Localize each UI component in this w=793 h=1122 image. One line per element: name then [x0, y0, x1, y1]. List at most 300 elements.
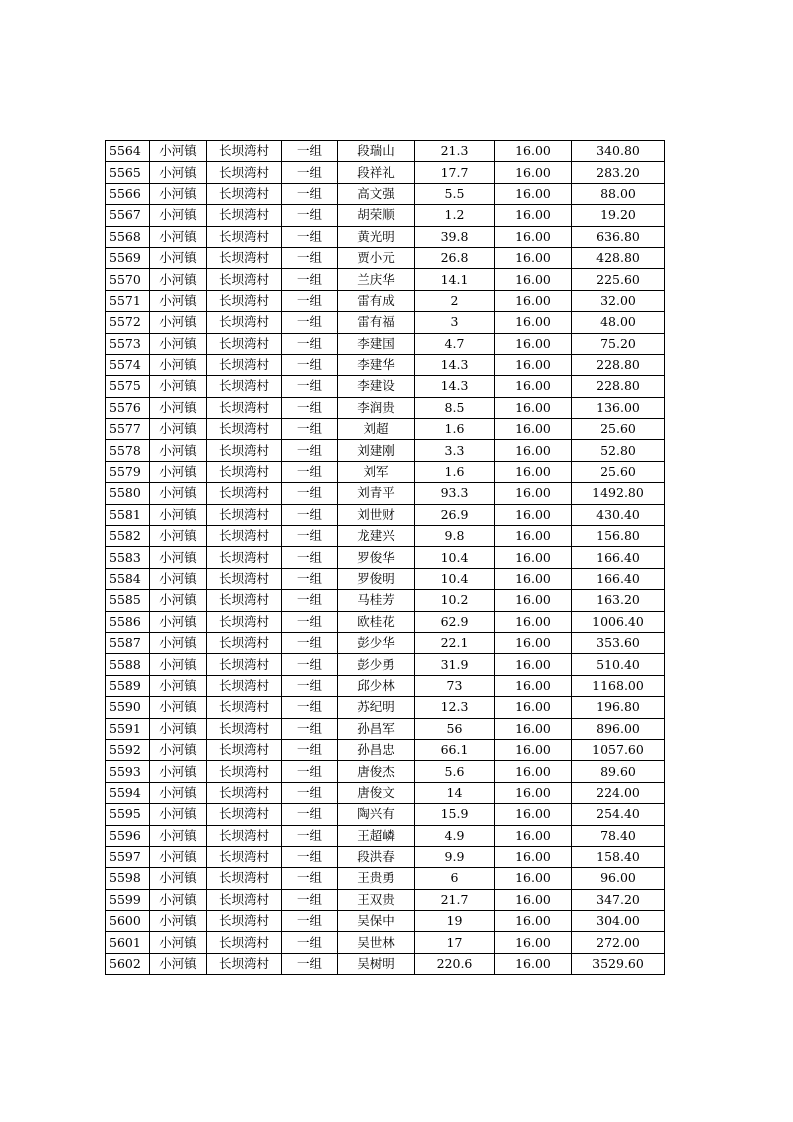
amount-cell: 25.60 — [572, 419, 665, 440]
town-cell: 小河镇 — [150, 141, 207, 162]
town-cell: 小河镇 — [150, 568, 207, 589]
row-number: 5580 — [106, 483, 150, 504]
village-cell: 长坝湾村 — [207, 397, 282, 418]
group-cell: 一组 — [282, 675, 338, 696]
row-number: 5571 — [106, 290, 150, 311]
amount-cell: 430.40 — [572, 504, 665, 525]
price-cell: 16.00 — [495, 312, 572, 333]
name-cell: 高文强 — [338, 183, 415, 204]
amount-cell: 75.20 — [572, 333, 665, 354]
price-cell: 16.00 — [495, 846, 572, 867]
amount-cell: 3529.60 — [572, 953, 665, 974]
price-cell: 16.00 — [495, 247, 572, 268]
town-cell: 小河镇 — [150, 932, 207, 953]
village-cell: 长坝湾村 — [207, 419, 282, 440]
group-cell: 一组 — [282, 183, 338, 204]
area-cell: 17.7 — [415, 162, 495, 183]
area-cell: 6 — [415, 868, 495, 889]
amount-cell: 340.80 — [572, 141, 665, 162]
price-cell: 16.00 — [495, 333, 572, 354]
table-row — [106, 226, 665, 247]
row-number: 5592 — [106, 739, 150, 760]
amount-cell: 228.80 — [572, 354, 665, 375]
village-cell: 长坝湾村 — [207, 547, 282, 568]
area-cell: 10.4 — [415, 568, 495, 589]
town-cell: 小河镇 — [150, 718, 207, 739]
row-number: 5579 — [106, 461, 150, 482]
name-cell: 罗俊明 — [338, 568, 415, 589]
amount-cell: 48.00 — [572, 312, 665, 333]
area-cell: 3 — [415, 312, 495, 333]
price-cell: 16.00 — [495, 419, 572, 440]
village-cell: 长坝湾村 — [207, 675, 282, 696]
town-cell: 小河镇 — [150, 761, 207, 782]
town-cell: 小河镇 — [150, 354, 207, 375]
row-number: 5597 — [106, 846, 150, 867]
group-cell: 一组 — [282, 868, 338, 889]
group-cell: 一组 — [282, 226, 338, 247]
table-row — [106, 376, 665, 397]
village-cell: 长坝湾村 — [207, 611, 282, 632]
price-cell: 16.00 — [495, 376, 572, 397]
village-cell: 长坝湾村 — [207, 825, 282, 846]
village-cell: 长坝湾村 — [207, 568, 282, 589]
table-row — [106, 247, 665, 268]
price-cell: 16.00 — [495, 590, 572, 611]
row-number: 5575 — [106, 376, 150, 397]
table-row — [106, 911, 665, 932]
area-cell: 10.4 — [415, 547, 495, 568]
area-cell: 22.1 — [415, 632, 495, 653]
area-cell: 26.8 — [415, 247, 495, 268]
village-cell: 长坝湾村 — [207, 247, 282, 268]
price-cell: 16.00 — [495, 804, 572, 825]
group-cell: 一组 — [282, 247, 338, 268]
price-cell: 16.00 — [495, 440, 572, 461]
amount-cell: 78.40 — [572, 825, 665, 846]
village-cell: 长坝湾村 — [207, 697, 282, 718]
village-cell: 长坝湾村 — [207, 889, 282, 910]
row-number: 5582 — [106, 526, 150, 547]
area-cell: 93.3 — [415, 483, 495, 504]
town-cell: 小河镇 — [150, 654, 207, 675]
group-cell: 一组 — [282, 932, 338, 953]
group-cell: 一组 — [282, 504, 338, 525]
table-row — [106, 868, 665, 889]
amount-cell: 224.00 — [572, 782, 665, 803]
price-cell: 16.00 — [495, 504, 572, 525]
row-number: 5586 — [106, 611, 150, 632]
area-cell: 4.7 — [415, 333, 495, 354]
town-cell: 小河镇 — [150, 483, 207, 504]
price-cell: 16.00 — [495, 547, 572, 568]
name-cell: 李建设 — [338, 376, 415, 397]
name-cell: 王超嶙 — [338, 825, 415, 846]
name-cell: 吴树明 — [338, 953, 415, 974]
amount-cell: 1057.60 — [572, 739, 665, 760]
amount-cell: 136.00 — [572, 397, 665, 418]
group-cell: 一组 — [282, 846, 338, 867]
group-cell: 一组 — [282, 782, 338, 803]
price-cell: 16.00 — [495, 205, 572, 226]
row-number: 5585 — [106, 590, 150, 611]
name-cell: 贾小元 — [338, 247, 415, 268]
town-cell: 小河镇 — [150, 632, 207, 653]
group-cell: 一组 — [282, 483, 338, 504]
table-row — [106, 419, 665, 440]
price-cell: 16.00 — [495, 568, 572, 589]
table-row — [106, 397, 665, 418]
town-cell: 小河镇 — [150, 782, 207, 803]
name-cell: 黄光明 — [338, 226, 415, 247]
village-cell: 长坝湾村 — [207, 226, 282, 247]
name-cell: 欧桂花 — [338, 611, 415, 632]
price-cell: 16.00 — [495, 911, 572, 932]
table-row — [106, 312, 665, 333]
data-table — [105, 140, 665, 975]
row-number: 5564 — [106, 141, 150, 162]
amount-cell: 89.60 — [572, 761, 665, 782]
table-row — [106, 761, 665, 782]
table-row — [106, 547, 665, 568]
price-cell: 16.00 — [495, 632, 572, 653]
row-number: 5583 — [106, 547, 150, 568]
group-cell: 一组 — [282, 141, 338, 162]
area-cell: 39.8 — [415, 226, 495, 247]
town-cell: 小河镇 — [150, 290, 207, 311]
area-cell: 21.7 — [415, 889, 495, 910]
town-cell: 小河镇 — [150, 804, 207, 825]
area-cell: 14.3 — [415, 376, 495, 397]
row-number: 5574 — [106, 354, 150, 375]
village-cell: 长坝湾村 — [207, 953, 282, 974]
table-row — [106, 611, 665, 632]
group-cell: 一组 — [282, 205, 338, 226]
price-cell: 16.00 — [495, 675, 572, 696]
village-cell: 长坝湾村 — [207, 312, 282, 333]
group-cell: 一组 — [282, 654, 338, 675]
town-cell: 小河镇 — [150, 846, 207, 867]
area-cell: 62.9 — [415, 611, 495, 632]
town-cell: 小河镇 — [150, 226, 207, 247]
amount-cell: 88.00 — [572, 183, 665, 204]
area-cell: 5.5 — [415, 183, 495, 204]
amount-cell: 19.20 — [572, 205, 665, 226]
name-cell: 刘青平 — [338, 483, 415, 504]
town-cell: 小河镇 — [150, 697, 207, 718]
name-cell: 王双贵 — [338, 889, 415, 910]
row-number: 5601 — [106, 932, 150, 953]
row-number: 5566 — [106, 183, 150, 204]
price-cell: 16.00 — [495, 611, 572, 632]
area-cell: 2 — [415, 290, 495, 311]
village-cell: 长坝湾村 — [207, 654, 282, 675]
village-cell: 长坝湾村 — [207, 269, 282, 290]
area-cell: 8.5 — [415, 397, 495, 418]
village-cell: 长坝湾村 — [207, 333, 282, 354]
row-number: 5590 — [106, 697, 150, 718]
name-cell: 孙昌忠 — [338, 739, 415, 760]
group-cell: 一组 — [282, 333, 338, 354]
amount-cell: 52.80 — [572, 440, 665, 461]
area-cell: 12.3 — [415, 697, 495, 718]
town-cell: 小河镇 — [150, 183, 207, 204]
name-cell: 邱少林 — [338, 675, 415, 696]
amount-cell: 196.80 — [572, 697, 665, 718]
town-cell: 小河镇 — [150, 205, 207, 226]
table-row — [106, 953, 665, 974]
row-number: 5570 — [106, 269, 150, 290]
group-cell: 一组 — [282, 269, 338, 290]
village-cell: 长坝湾村 — [207, 632, 282, 653]
row-number: 5596 — [106, 825, 150, 846]
area-cell: 14.1 — [415, 269, 495, 290]
amount-cell: 25.60 — [572, 461, 665, 482]
price-cell: 16.00 — [495, 397, 572, 418]
area-cell: 1.6 — [415, 419, 495, 440]
area-cell: 56 — [415, 718, 495, 739]
amount-cell: 510.40 — [572, 654, 665, 675]
group-cell: 一组 — [282, 397, 338, 418]
name-cell: 吴保中 — [338, 911, 415, 932]
amount-cell: 272.00 — [572, 932, 665, 953]
group-cell: 一组 — [282, 953, 338, 974]
name-cell: 刘建刚 — [338, 440, 415, 461]
town-cell: 小河镇 — [150, 675, 207, 696]
group-cell: 一组 — [282, 804, 338, 825]
name-cell: 唐俊文 — [338, 782, 415, 803]
amount-cell: 896.00 — [572, 718, 665, 739]
name-cell: 雷有成 — [338, 290, 415, 311]
area-cell: 31.9 — [415, 654, 495, 675]
amount-cell: 283.20 — [572, 162, 665, 183]
price-cell: 16.00 — [495, 290, 572, 311]
table-row — [106, 932, 665, 953]
town-cell: 小河镇 — [150, 739, 207, 760]
name-cell: 李建国 — [338, 333, 415, 354]
amount-cell: 353.60 — [572, 632, 665, 653]
amount-cell: 163.20 — [572, 590, 665, 611]
area-cell: 1.6 — [415, 461, 495, 482]
town-cell: 小河镇 — [150, 397, 207, 418]
area-cell: 17 — [415, 932, 495, 953]
town-cell: 小河镇 — [150, 611, 207, 632]
table-row — [106, 205, 665, 226]
village-cell: 长坝湾村 — [207, 718, 282, 739]
group-cell: 一组 — [282, 739, 338, 760]
row-number: 5573 — [106, 333, 150, 354]
row-number: 5599 — [106, 889, 150, 910]
row-number: 5602 — [106, 953, 150, 974]
village-cell: 长坝湾村 — [207, 761, 282, 782]
group-cell: 一组 — [282, 526, 338, 547]
table-row — [106, 804, 665, 825]
table-row — [106, 333, 665, 354]
table-row — [106, 483, 665, 504]
table-row — [106, 590, 665, 611]
group-cell: 一组 — [282, 761, 338, 782]
amount-cell: 32.00 — [572, 290, 665, 311]
price-cell: 16.00 — [495, 782, 572, 803]
area-cell: 14 — [415, 782, 495, 803]
amount-cell: 1006.40 — [572, 611, 665, 632]
amount-cell: 96.00 — [572, 868, 665, 889]
table-row — [106, 718, 665, 739]
area-cell: 9.9 — [415, 846, 495, 867]
amount-cell: 166.40 — [572, 568, 665, 589]
row-number: 5581 — [106, 504, 150, 525]
row-number: 5572 — [106, 312, 150, 333]
name-cell: 苏纪明 — [338, 697, 415, 718]
row-number: 5578 — [106, 440, 150, 461]
row-number: 5594 — [106, 782, 150, 803]
village-cell: 长坝湾村 — [207, 932, 282, 953]
group-cell: 一组 — [282, 568, 338, 589]
name-cell: 王贵勇 — [338, 868, 415, 889]
town-cell: 小河镇 — [150, 312, 207, 333]
village-cell: 长坝湾村 — [207, 141, 282, 162]
town-cell: 小河镇 — [150, 376, 207, 397]
amount-cell: 228.80 — [572, 376, 665, 397]
group-cell: 一组 — [282, 547, 338, 568]
price-cell: 16.00 — [495, 932, 572, 953]
amount-cell: 156.80 — [572, 526, 665, 547]
group-cell: 一组 — [282, 889, 338, 910]
town-cell: 小河镇 — [150, 953, 207, 974]
price-cell: 16.00 — [495, 868, 572, 889]
area-cell: 9.8 — [415, 526, 495, 547]
price-cell: 16.00 — [495, 953, 572, 974]
row-number: 5587 — [106, 632, 150, 653]
price-cell: 16.00 — [495, 269, 572, 290]
group-cell: 一组 — [282, 354, 338, 375]
name-cell: 李建华 — [338, 354, 415, 375]
name-cell: 唐俊杰 — [338, 761, 415, 782]
town-cell: 小河镇 — [150, 590, 207, 611]
village-cell: 长坝湾村 — [207, 868, 282, 889]
price-cell: 16.00 — [495, 162, 572, 183]
village-cell: 长坝湾村 — [207, 290, 282, 311]
row-number: 5567 — [106, 205, 150, 226]
row-number: 5568 — [106, 226, 150, 247]
town-cell: 小河镇 — [150, 247, 207, 268]
row-number: 5569 — [106, 247, 150, 268]
village-cell: 长坝湾村 — [207, 461, 282, 482]
name-cell: 龙建兴 — [338, 526, 415, 547]
table-row — [106, 162, 665, 183]
price-cell: 16.00 — [495, 483, 572, 504]
price-cell: 16.00 — [495, 825, 572, 846]
amount-cell: 254.40 — [572, 804, 665, 825]
village-cell: 长坝湾村 — [207, 782, 282, 803]
price-cell: 16.00 — [495, 889, 572, 910]
table-row — [106, 183, 665, 204]
area-cell: 66.1 — [415, 739, 495, 760]
group-cell: 一组 — [282, 911, 338, 932]
row-number: 5565 — [106, 162, 150, 183]
table-row — [106, 782, 665, 803]
name-cell: 兰庆华 — [338, 269, 415, 290]
village-cell: 长坝湾村 — [207, 440, 282, 461]
town-cell: 小河镇 — [150, 162, 207, 183]
group-cell: 一组 — [282, 632, 338, 653]
table-row — [106, 290, 665, 311]
village-cell: 长坝湾村 — [207, 504, 282, 525]
name-cell: 彭少勇 — [338, 654, 415, 675]
group-cell: 一组 — [282, 611, 338, 632]
price-cell: 16.00 — [495, 354, 572, 375]
table-row — [106, 846, 665, 867]
name-cell: 段瑞山 — [338, 141, 415, 162]
table-row — [106, 461, 665, 482]
amount-cell: 166.40 — [572, 547, 665, 568]
village-cell: 长坝湾村 — [207, 354, 282, 375]
name-cell: 罗俊华 — [338, 547, 415, 568]
village-cell: 长坝湾村 — [207, 526, 282, 547]
amount-cell: 158.40 — [572, 846, 665, 867]
area-cell: 220.6 — [415, 953, 495, 974]
amount-cell: 304.00 — [572, 911, 665, 932]
town-cell: 小河镇 — [150, 440, 207, 461]
group-cell: 一组 — [282, 718, 338, 739]
area-cell: 14.3 — [415, 354, 495, 375]
row-number: 5595 — [106, 804, 150, 825]
area-cell: 4.9 — [415, 825, 495, 846]
amount-cell: 1168.00 — [572, 675, 665, 696]
name-cell: 刘世财 — [338, 504, 415, 525]
price-cell: 16.00 — [495, 183, 572, 204]
table-row — [106, 739, 665, 760]
village-cell: 长坝湾村 — [207, 804, 282, 825]
amount-cell: 347.20 — [572, 889, 665, 910]
table-row — [106, 568, 665, 589]
name-cell: 李润贵 — [338, 397, 415, 418]
price-cell: 16.00 — [495, 226, 572, 247]
group-cell: 一组 — [282, 312, 338, 333]
area-cell: 10.2 — [415, 590, 495, 611]
table-body — [106, 141, 665, 975]
price-cell: 16.00 — [495, 718, 572, 739]
village-cell: 长坝湾村 — [207, 739, 282, 760]
village-cell: 长坝湾村 — [207, 846, 282, 867]
table-row — [106, 141, 665, 162]
town-cell: 小河镇 — [150, 461, 207, 482]
row-number: 5576 — [106, 397, 150, 418]
row-number: 5591 — [106, 718, 150, 739]
row-number: 5593 — [106, 761, 150, 782]
amount-cell: 225.60 — [572, 269, 665, 290]
area-cell: 15.9 — [415, 804, 495, 825]
table-row — [106, 697, 665, 718]
row-number: 5584 — [106, 568, 150, 589]
village-cell: 长坝湾村 — [207, 483, 282, 504]
town-cell: 小河镇 — [150, 333, 207, 354]
name-cell: 刘超 — [338, 419, 415, 440]
price-cell: 16.00 — [495, 739, 572, 760]
name-cell: 孙昌军 — [338, 718, 415, 739]
amount-cell: 428.80 — [572, 247, 665, 268]
row-number: 5577 — [106, 419, 150, 440]
town-cell: 小河镇 — [150, 419, 207, 440]
table-row — [106, 440, 665, 461]
town-cell: 小河镇 — [150, 868, 207, 889]
town-cell: 小河镇 — [150, 911, 207, 932]
price-cell: 16.00 — [495, 141, 572, 162]
village-cell: 长坝湾村 — [207, 162, 282, 183]
table-row — [106, 889, 665, 910]
table-row — [106, 269, 665, 290]
table-row — [106, 825, 665, 846]
